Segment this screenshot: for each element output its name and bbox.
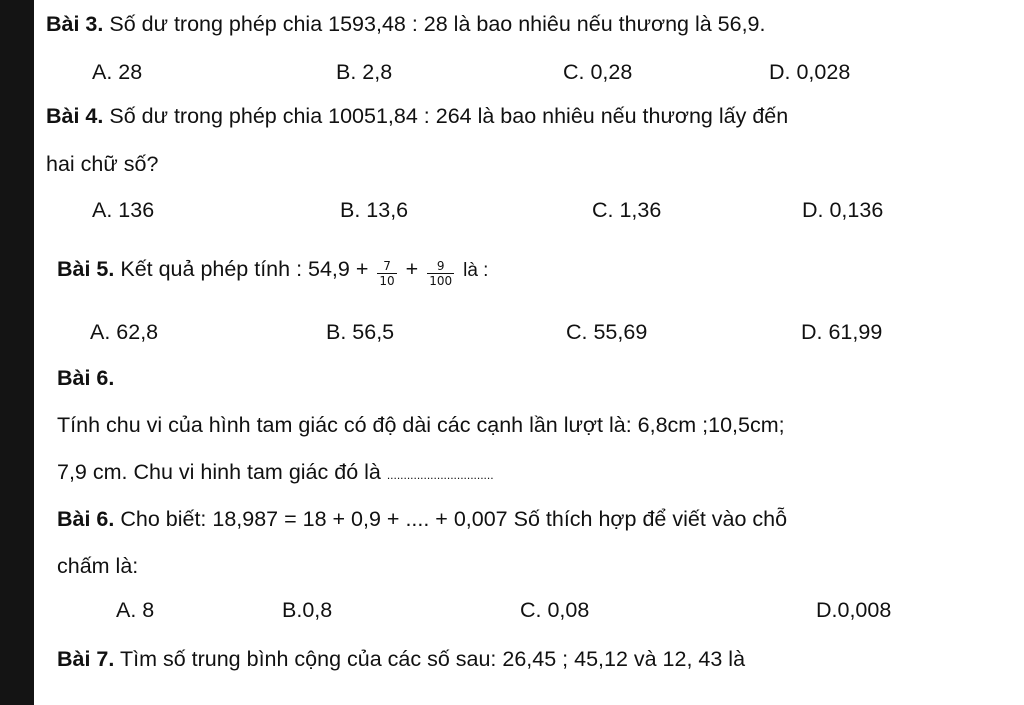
fraction-1-denominator: 10 (379, 274, 395, 288)
bai6b-question-line2: chấm là: (57, 554, 139, 578)
bai4-option-b[interactable]: B. 13,6 (340, 198, 409, 222)
bai6a-text-line1: Tính chu vi của hình tam giác có độ dài các cạnh lần lượt là: 6,8cm ;10,5cm; (57, 413, 785, 437)
bai3-option-c[interactable]: C. 0,28 (563, 60, 633, 84)
bai6b-question-line1 (57, 509, 787, 531)
bai4-option-a[interactable]: A. 136 (92, 198, 155, 222)
bai6b-text-1: Cho biết: 18,987 = 18 + 0,9 + .... + 0,007 Số thích hợp để viết vào chỗ (114, 507, 788, 531)
fraction-1-numerator: 7 (377, 259, 396, 274)
bai4-option-d[interactable]: D. 0,136 (802, 198, 884, 222)
bai6b-option-d[interactable]: D.0,008 (816, 598, 892, 622)
fraction-2-numerator: 9 (427, 259, 454, 274)
bai6b-option-c[interactable]: C. 0,08 (520, 598, 590, 622)
bai4-label: Bài 4. (46, 104, 104, 128)
bai4-text-1: Số dư trong phép chia 10051,84 : 264 là bao nhiêu nếu thương lấy đến (103, 104, 789, 128)
answer-blank[interactable]: ................................ (386, 468, 494, 482)
bai5-label: Bài 5. (57, 257, 115, 282)
bai5-text-prefix: Kết quả phép tính : 54,9 + (114, 257, 369, 282)
bai6b-label: Bài 6. (57, 507, 115, 531)
bai7-question (57, 649, 745, 671)
bai3-label: Bài 3. (46, 12, 104, 36)
left-edge-shadow (0, 0, 34, 705)
bai7-label: Bài 7. (57, 647, 115, 671)
bai6b-option-a[interactable]: A. 8 (116, 598, 155, 622)
bai4-question-line1 (46, 106, 788, 128)
bai6a-heading: Bài 6. (57, 366, 115, 390)
fraction-9-100 (427, 259, 454, 288)
bai5-option-a[interactable]: A. 62,8 (90, 320, 159, 344)
bai3-question (46, 14, 765, 36)
bai3-option-b[interactable]: B. 2,8 (336, 60, 393, 84)
bai4-option-c[interactable]: C. 1,36 (592, 198, 662, 222)
bai5-option-c[interactable]: C. 55,69 (566, 320, 648, 344)
bai4-question-line2: hai chữ số? (46, 152, 159, 176)
fraction-2-denominator: 100 (429, 274, 453, 288)
bai6a-text-2: 7,9 cm. Chu vi hinh tam giác đó là (57, 460, 381, 484)
plus-sign: + (405, 257, 419, 282)
bai6a-text-line2 (57, 462, 494, 484)
bai5-question (57, 256, 489, 288)
bai5-option-b[interactable]: B. 56,5 (326, 320, 395, 344)
bai3-option-a[interactable]: A. 28 (92, 60, 143, 84)
bai3-text: Số dư trong phép chia 1593,48 : 28 là bao nhiêu nếu thương là 56,9. (103, 12, 766, 36)
bai7-text: Tìm số trung bình cộng của các số sau: 26,45 ; 45,12 và 12, 43 là (114, 647, 746, 671)
bai6b-option-b[interactable]: B.0,8 (282, 598, 333, 622)
bai3-option-d[interactable]: D. 0,028 (769, 60, 851, 84)
fraction-7-10 (377, 259, 396, 288)
bai5-text-suffix: là : (463, 260, 489, 282)
bai5-option-d[interactable]: D. 61,99 (801, 320, 883, 344)
